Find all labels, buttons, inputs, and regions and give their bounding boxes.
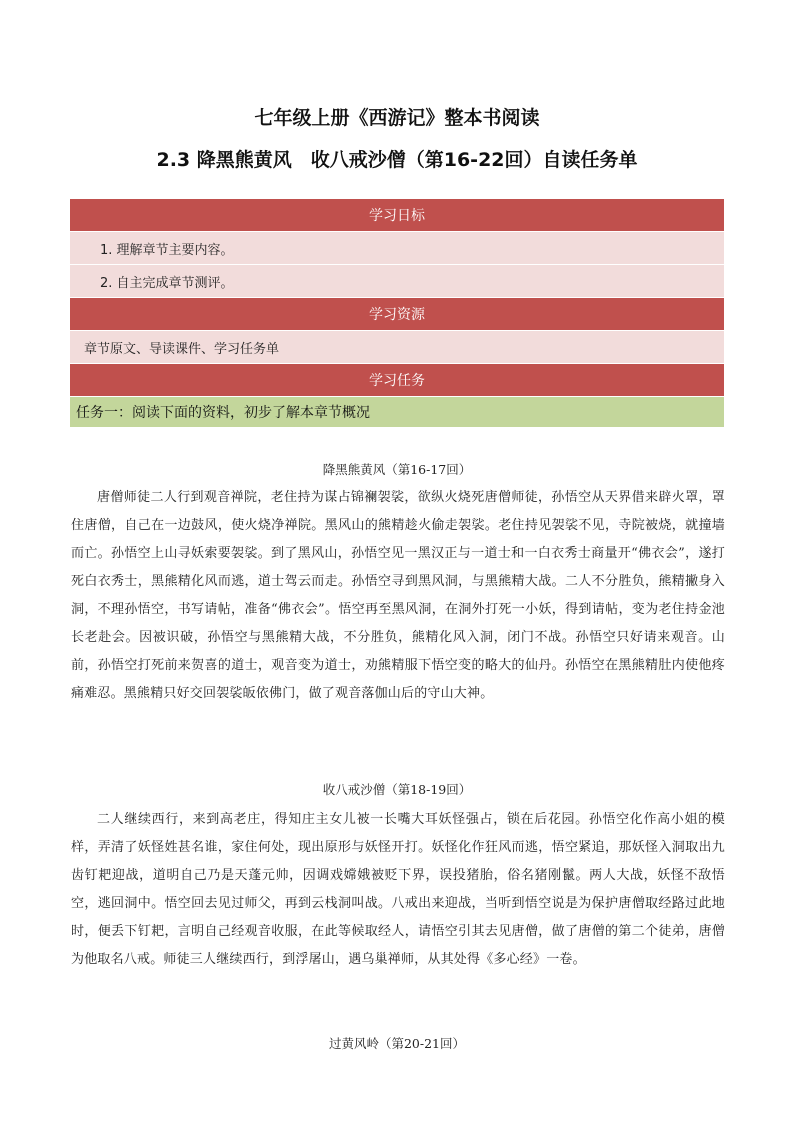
goal-item-2: 2. 自主完成章节测评。 xyxy=(70,265,724,298)
section-heading-1: 降黑熊黄风（第16-17回） xyxy=(322,462,472,477)
resources-text: 章节原文、导读课件、学习任务单 xyxy=(70,331,724,364)
goal-item-1: 1. 理解章节主要内容。 xyxy=(70,232,724,265)
document-subtitle: 2.3 降黑熊黄风 收八戒沙僧（第16-22回）自读任务单 xyxy=(156,149,638,171)
section-heading-2: 收八戒沙僧（第18-19回） xyxy=(322,782,472,797)
goals-header: 学习日标 xyxy=(70,199,724,232)
resources-header: 学习资源 xyxy=(70,298,724,331)
section-paragraph-1: 唐僧师徒二人行到观音禅院，老住持为谋占锦襕袈裟，欲纵火烧死唐僧师徒，孙悟空从天界借来辟火罩，罩住唐僧，自己在一边鼓风，使火烧净禅院。黑风山的熊精趁火偷走袈裟。老住持见袈裟不见，寺院被烧，就撞墙而亡。孙悟空上山寻妖索要袈裟。到了黑风山，孙悟空见一黑汉正与一道士和一白衣秀士商量开“佛衣会”，遂打死白衣秀士，黑熊精化风而逃，道士驾云而走。孙悟空寻到黑风洞，与黑熊精大战。二人不分胜负，熊精撇身入洞，不理孙悟空，书写请帖，准备“佛衣会”。悟空再至黑风洞，在洞外打死一小妖，得到请帖，变为老住持金池长老赴会。因被识破，孙悟空与黑熊精大战，不分胜负，熊精化风入洞，闭门不战。孙悟空只好请来观音。山前，孙悟空打死前来贺喜的道士，观音变为道士，劝熊精服下悟空变的略大的仙丹。孙悟空在黑熊精肚内使他疼痛难忍。黑熊精只好交回袈裟皈依佛门，做了观音落伽山后的守山大神。 xyxy=(71,490,725,701)
task-one-label: 任务一：阅读下面的资料，初步了解本章节概况 xyxy=(70,397,724,428)
tasks-header: 学习任务 xyxy=(70,364,724,397)
section-paragraph-2: 二人继续西行，来到高老庄，得知庄主女儿被一长嘴大耳妖怪强占，锁在后花园。孙悟空化作高小姐的模样，弄清了妖怪姓甚名谁，家住何处，现出原形与妖怪开打。妖怪化作狂风而逃，悟空紧追，那妖怪入洞取出九齿钉耙迎战，道明自己乃是天蓬元帅，因调戏嫦娥被贬下界，误投猪胎，俗名猪刚鬣。两人大战，妖怪不敌悟空，逃回洞中。悟空回去见过师父，再到云栈洞叫战。八戒出来迎战，当听到悟空说是为保护唐僧取经路过此地时，便丢下钉耙，言明自己经观音收服，在此等候取经人，请悟空引其去见唐僧，做了唐僧的第二个徒弟，唐僧为他取名八戒。师徒三人继续西行，到浮屠山，遇乌巢禅师，从其处得《多心经》一卷。 xyxy=(71,812,725,967)
section-heading-3: 过黄风岭（第20-21回） xyxy=(328,1036,466,1051)
task-sheet-table xyxy=(70,199,724,428)
document-title: 七年级上册《西游记》整本书阅读 xyxy=(254,107,540,129)
